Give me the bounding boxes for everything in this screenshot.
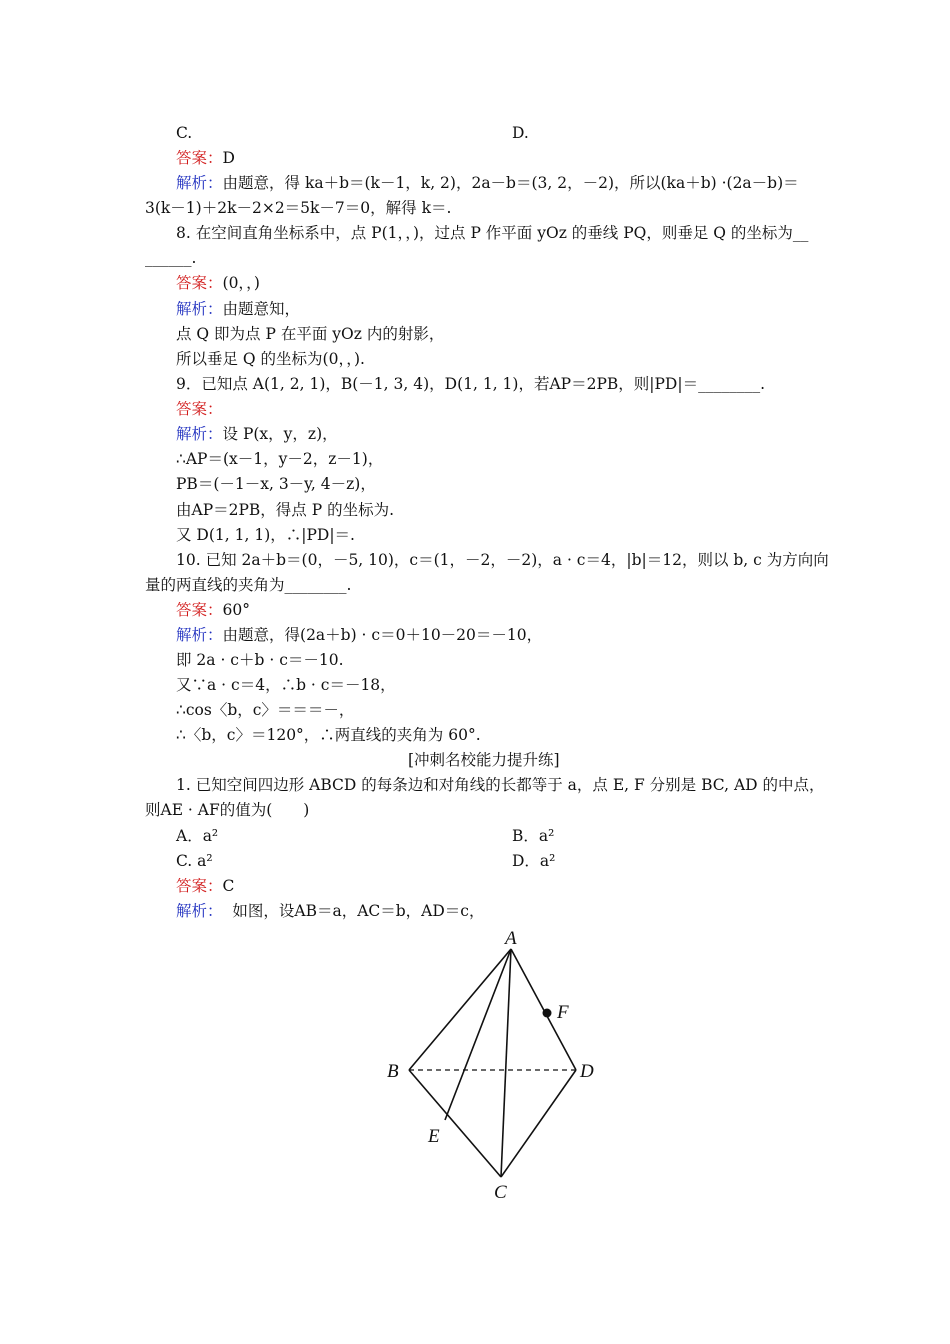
analysis-label: 解析：	[176, 626, 223, 644]
analysis-label: 解析：	[176, 300, 223, 318]
answer-label: 答案：	[176, 877, 223, 895]
q9-stem: 9．已知点 A(1, 2, 1)，B(－1, 3, 4)，D(1, 1, 1)，若AP＝2PB，则|PD|＝________.	[176, 375, 765, 393]
analysis-label: 解析：	[176, 425, 223, 443]
q8-answer	[176, 272, 260, 294]
q7-analysis	[176, 172, 799, 194]
option-d: D.	[512, 124, 529, 142]
label-d: D	[580, 1061, 594, 1082]
analysis-text: 由题意知，	[222, 300, 301, 318]
analysis-text: 设 P(x，y，z)，	[222, 425, 338, 443]
q9-answer	[176, 398, 223, 420]
section-title: [冲刺名校能力提升练]	[408, 751, 560, 769]
p1-option-c: C. a²	[176, 852, 213, 870]
q9-analysis-line: 又 D(1, 1, 1)，∴|PD|＝.	[176, 526, 355, 544]
q8-stem: 8. 在空间直角坐标系中，点 P(1，，)，过点 P 作平面 yOz 的垂线 PQ，则垂足 Q 的坐标为__	[176, 224, 809, 242]
q7-analysis-cont: 3(k－1)＋2k－2×2＝5k－7＝0，解得 k＝.	[145, 199, 452, 217]
q10-analysis-line: ∴cos〈b，c〉＝＝＝－，	[176, 701, 355, 719]
answer-value: 60°	[222, 601, 250, 619]
answer-label: 答案：	[176, 149, 223, 167]
p1-option-d: D．a²	[512, 852, 556, 870]
q7-answer	[176, 147, 235, 169]
analysis-text: 由题意，得(2a＋b) · c＝0＋10－20＝－10，	[222, 626, 543, 644]
q10-analysis-line: ∴〈b，c〉＝120°，∴两直线的夹角为 60°.	[176, 726, 481, 744]
analysis-text: 由题意，得 ka＋b＝(k－1，k, 2)，2a－b＝(3, 2，－2)，所以(ka＋b) ·(2a－b)＝	[222, 174, 799, 192]
q8-stem-cont: ______.	[145, 249, 197, 267]
p1-answer	[176, 875, 234, 897]
q10-analysis	[176, 624, 542, 646]
label-a: A	[505, 928, 517, 949]
q9-analysis	[176, 423, 338, 445]
answer-label: 答案：	[176, 601, 223, 619]
p1-option-a: A．a²	[176, 827, 219, 845]
q10-analysis-line: 即 2a · c＋b · c＝－10.	[176, 651, 344, 669]
answer-label: 答案：	[176, 274, 223, 292]
q9-analysis-line: ∴AP＝(x－1，y－2，z－1)，	[176, 450, 384, 468]
p1-option-b: B．a²	[512, 827, 555, 845]
q10-stem: 10. 已知 2a＋b＝(0，－5, 10)，c＝(1，－2，－2)，a · c＝4，|b|＝12，则以 b, c 为方向向	[176, 551, 829, 569]
label-f: F	[557, 1002, 569, 1023]
q8-analysis-line: 点 Q 即为点 P 在平面 yOz 内的射影，	[176, 325, 445, 343]
answer-label: 答案：	[176, 400, 223, 418]
point-f	[543, 1009, 552, 1018]
q10-stem-cont: 量的两直线的夹角为________.	[145, 576, 352, 594]
p1-stem-cont: 则AE · AF的值为( )	[145, 801, 310, 819]
analysis-label: 解析：	[176, 174, 223, 192]
label-b: B	[387, 1061, 399, 1082]
label-e: E	[428, 1126, 440, 1147]
p1-analysis	[176, 900, 484, 922]
q10-answer	[176, 599, 250, 621]
q8-analysis-line: 所以垂足 Q 的坐标为(0，，).	[176, 350, 365, 368]
analysis-text: 如图，设AB＝a，AC＝b，AD＝c，	[232, 902, 485, 920]
label-c: C	[494, 1182, 507, 1202]
q8-analysis	[176, 298, 300, 320]
p1-stem: 1. 已知空间四边形 ABCD 的每条边和对角线的长都等于 a，点 E, F 分别是 BC, AD 的中点，	[176, 776, 825, 794]
q9-analysis-line: PB＝(－1－x, 3－y, 4－z)，	[176, 475, 376, 493]
analysis-label: 解析：	[176, 902, 223, 920]
q10-analysis-line: 又∵a · c＝4，∴b · c＝－18，	[176, 676, 396, 694]
answer-value: (0，，)	[222, 274, 260, 292]
answer-value: C	[222, 877, 235, 895]
answer-value: D	[222, 149, 235, 167]
tetrahedron-figure	[383, 924, 598, 1202]
option-c: C.	[176, 124, 193, 142]
q9-analysis-line: 由AP＝2PB，得点 P 的坐标为.	[176, 501, 395, 519]
